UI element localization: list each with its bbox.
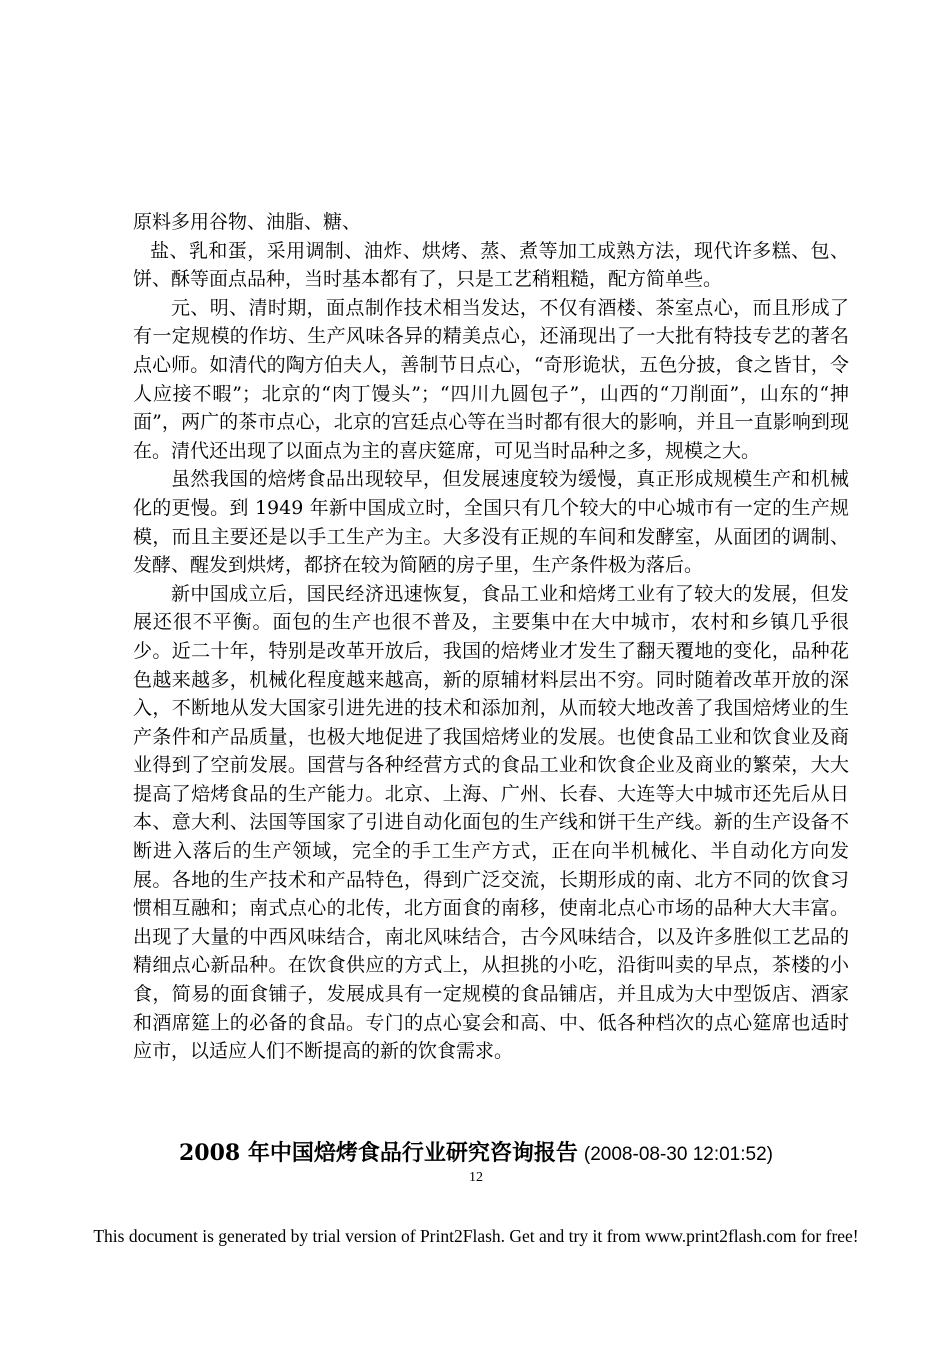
- paragraph-1: 原料多用谷物、油脂、糖、: [133, 211, 362, 233]
- paragraph-4: 虽然我国的焙烤食品出现较早，但发展速度较为缓慢，真正形成规模生产和机械化的更慢。到 1949 年新中国成立时，全国只有几个较大的中心城市有一定的生产规模，而且主要还是以手工生产为主。大多没有正规的车间和发酵室，从面团的调制、发酵、醒发到烘烤，都挤在较为简陋的房子里，生产条件极为落后。: [133, 468, 849, 577]
- document-body: [133, 208, 849, 1066]
- paragraph-2: 盐、乳和蛋，采用调制、油炸、烘烤、蒸、煮等加工成熟方法，现代许多糕、包、饼、酥等面点品种，当时基本都有了，只是工艺稍粗糙，配方简单些。: [133, 239, 849, 291]
- report-timestamp: (2008-08-30 12:01:52): [583, 1144, 773, 1165]
- report-footer-title: [0, 1136, 952, 1167]
- paragraph-3: 元、明、清时期，面点制作技术相当发达，不仅有酒楼、茶室点心，而且形成了有一定规模的作坊、生产风味各异的精美点心，还涌现出了一大批有特技专艺的著名点心师。如清代的陶方伯夫人，善制节日点心，“奇形诡状，五色分披，食之皆甘，令人应接不暇”；北京的“肉丁馒头”；“四川九圆包子”，山西的“刀削面”，山东的“抻面”，两广的茶市点心，北京的宫廷点心等在当时都有很大的影响，并且一直影响到现在。清代还出现了以面点为主的喜庆筵席，可见当时品种之多，规模之大。: [133, 296, 849, 462]
- page-number: 12: [469, 1170, 483, 1185]
- report-title: 2008 年中国焙烤食品行业研究咨询报告: [179, 1140, 578, 1166]
- trial-notice: This document is generated by trial version of Print2Flash. Get and try it from www.print2flash.com for free!: [93, 1226, 859, 1246]
- paragraph-5: 新中国成立后，国民经济迅速恢复，食品工业和焙烤工业有了较大的发展，但发展还很不平衡。面包的生产也很不普及，主要集中在大中城市，农村和乡镇几乎很少。近二十年，特别是改革开放后，我国的焙烤业才发生了翻天覆地的变化，品种花色越来越多，机械化程度越来越高，新的原辅材料层出不穷。同时随着改革开放的深入，不断地从发大国家引进先进的技术和添加剂，从而较大地改善了我国焙烤业的生产条件和产品质量，也极大地促进了我国焙烤业的发展。也使食品工业和饮食业及商业得到了空前发展。国营与各种经营方式的食品工业和饮食企业及商业的繁荣，大大提高了焙烤食品的生产能力。北京、上海、广州、长春、大连等大中城市还先后从日本、意大利、法国等国家了引进自动化面包的生产线和饼干生产线。新的生产设备不断进入落后的生产领域，完全的手工生产方式，正在向半机械化、半自动化方向发展。各地的生产技术和产品特色，得到广泛交流，长期形成的南、北方不同的饮食习惯相互融和；南式点心的北传，北方面食的南移，使南北点心市场的品种大大丰富。出现了大量的中西风味结合，南北风味结合，古今风味结合，以及许多胜似工艺品的精细点心新品种。在饮食供应的方式上，从担挑的小吃，沿街叫卖的早点，茶楼的小食，简易的面食铺子，发展成具有一定规模的食品铺店，并且成为大中型饭店、酒家和酒席筵上的必备的食品。专门的点心宴会和高、中、低各种档次的点心筵席也适时应市，以适应人们不断提高的新的饮食需求。: [133, 582, 849, 1063]
